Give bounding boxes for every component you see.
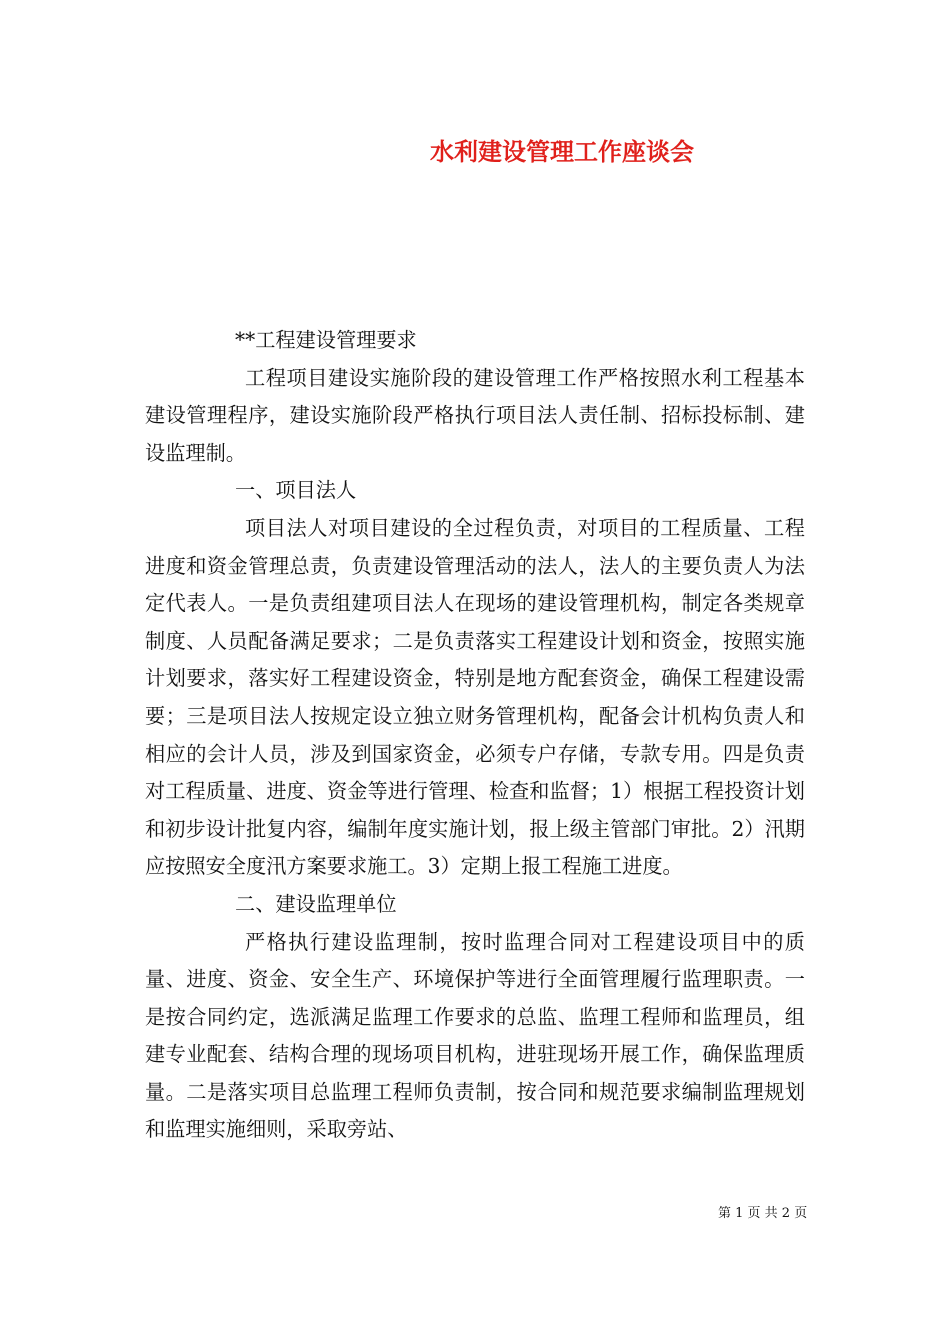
page-number-footer: 第 1 页 共 2 页 [718, 1206, 808, 1221]
paragraph-project-legal-person: 项目法人对项目建设的全过程负责，对项目的工程质量、工程进度和资金管理总责，负责建设管理活动的法人，法人的主要负责人为法定代表人。一是负责组建项目法人在现场的建设管理机构，制定各类规章制度、人员配备满足要求；二是负责落实工程建设计划和资金，按照实施计划要求，落实好工程建设资金，特别是地方配套资金，确保工程建设需要；三是项目法人按规定设立独立财务管理机构，配备会计机构负责人和相应的会计人员，涉及到国家资金，必须专户存储，专款专用。四是负责对工程质量、进度、资金等进行管理、检查和监督；1）根据工程投资计划和初步设计批复内容，编制年度实施计划，报上级主管部门审批。2）汛期应按照安全度汛方案要求施工。3）定期上报工程施工进度。 [145, 515, 805, 879]
section-heading-requirements: **工程建设管理要求 [235, 328, 417, 352]
paragraph-supervision-unit: 严格执行建设监理制，按时监理合同对工程建设项目中的质量、进度、资金、安全生产、环境保护等进行全面管理履行监理职责。一是按合同约定，选派满足监理工作要求的总监、监理工程师和监理员，组建专业配套、结构合理的现场项目机构，进驻现场开展工作，确保监理质量。二是落实项目总监理工程师负责制，按合同和规范要求编制监理规划和监理实施细则，采取旁站、 [145, 929, 805, 1142]
section-heading-project-legal-person: 一、项目法人 [235, 478, 357, 503]
paragraph-intro: 工程项目建设实施阶段的建设管理工作严格按照水利工程基本建设管理程序，建设实施阶段严格执行项目法人责任制、招标投标制、建设监理制。 [145, 365, 805, 465]
document-body [145, 322, 805, 1149]
document-title: 水利建设管理工作座谈会 [430, 137, 694, 166]
section-heading-supervision-unit: 二、建设监理单位 [235, 891, 397, 916]
